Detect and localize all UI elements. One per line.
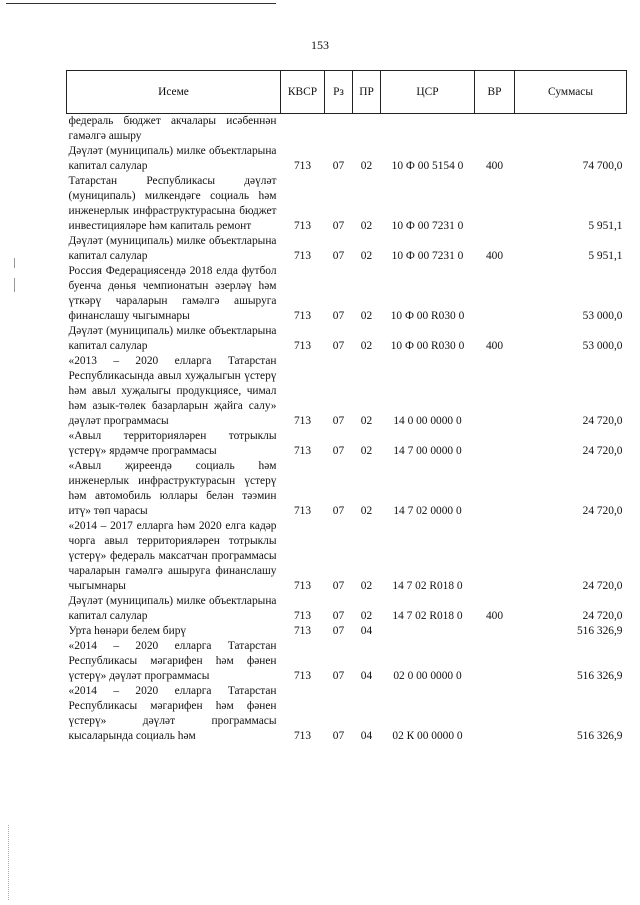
cell-sum: 24 720,0 [582, 580, 623, 592]
budget-table [66, 70, 627, 744]
cell-csr: 14 7 02 R018 0 [392, 610, 463, 622]
table-row [67, 519, 627, 594]
margin-mark [14, 278, 15, 292]
cell-kvsr: 713 [293, 730, 312, 742]
cell-rz: 07 [332, 580, 345, 592]
col-header-pr: ПР [353, 71, 381, 114]
cell-kvsr: 713 [293, 415, 312, 427]
cell-csr: 10 Ф 00 7231 0 [391, 250, 464, 262]
cell-csr: 14 7 02 R018 0 [392, 580, 463, 592]
table-row [67, 459, 627, 519]
cell-pr: 02 [360, 580, 373, 592]
col-header-vr: ВР [475, 71, 515, 114]
cell-name: Дәүләт (муниципаль) милке объектларына капитал салулар [68, 325, 277, 352]
cell-csr: 10 Ф 00 R030 0 [390, 340, 465, 352]
cell-sum: 516 326,9 [576, 670, 623, 682]
table-row [67, 429, 627, 459]
cell-csr: 14 7 00 0000 0 [393, 445, 462, 457]
cell-sum: 516 326,9 [576, 730, 623, 742]
cell-pr: 04 [360, 670, 373, 682]
cell-rz [325, 114, 353, 145]
cell-vr [475, 519, 515, 594]
cell-kvsr: 713 [293, 250, 312, 262]
table-row [67, 234, 627, 264]
cell-kvsr [281, 114, 325, 145]
top-rule [6, 3, 276, 4]
col-header-csr: ЦСР [381, 71, 475, 114]
cell-name: Дәүләт (муниципаль) милке объектларына капитал салулар [68, 595, 277, 622]
table-header-row [67, 71, 627, 114]
cell-vr [475, 639, 515, 684]
cell-rz: 07 [332, 445, 345, 457]
cell-kvsr: 713 [293, 160, 312, 172]
cell-csr: 14 7 02 0000 0 [393, 505, 462, 517]
cell-vr [475, 429, 515, 459]
table-row [67, 354, 627, 429]
cell-name: Татарстан Республикасы дәүләт (муниципаль) милкендәге социаль һәм инженерлык инфраструктурасына бюджет инвестицияләре һәм капиталь ремонт [68, 175, 277, 232]
cell-csr [381, 114, 475, 145]
cell-rz: 07 [332, 340, 345, 352]
table-row [67, 684, 627, 744]
cell-vr [475, 684, 515, 744]
cell-sum [515, 114, 627, 145]
cell-sum: 5 951,1 [588, 220, 623, 232]
cell-kvsr: 713 [293, 445, 312, 457]
table-row [67, 144, 627, 174]
cell-rz: 07 [332, 730, 345, 742]
margin-mark [14, 258, 15, 268]
cell-name: Урта һөнәри белем бирү [68, 625, 187, 637]
cell-sum: 53 000,0 [582, 310, 623, 322]
cell-csr: 10 Ф 00 R030 0 [390, 310, 465, 322]
cell-pr: 02 [360, 160, 373, 172]
cell-vr: 400 [485, 160, 504, 172]
cell-csr: 14 0 00 0000 0 [393, 415, 462, 427]
page-number: 153 [311, 38, 329, 52]
cell-name: «2013 – 2020 елларга Татарстан Республикасында авыл хуҗалыгын үстерү һәм авыл хуҗалыгы продукциясе, чимал һәм азык-төлек базарларын җайга салу» дәүләт программасы [68, 355, 277, 427]
table-row [67, 114, 627, 145]
cell-rz: 07 [332, 505, 345, 517]
cell-sum: 5 951,1 [588, 250, 623, 262]
table-row [67, 594, 627, 624]
cell-csr: 02 0 00 0000 0 [393, 670, 462, 682]
cell-sum: 516 326,9 [576, 625, 623, 637]
cell-vr: 400 [485, 340, 504, 352]
table-row [67, 639, 627, 684]
cell-sum: 24 720,0 [582, 610, 623, 622]
cell-rz: 07 [332, 160, 345, 172]
cell-pr: 02 [360, 610, 373, 622]
table-row [67, 264, 627, 324]
cell-sum: 24 720,0 [582, 505, 623, 517]
cell-rz: 07 [332, 610, 345, 622]
cell-name: «2014 – 2017 елларга һәм 2020 елга кадәр чорга авыл территорияләрен тотрыклы үстерү» федераль максатчан программасы чараларын гамәлгә ашыруга финанслашу чыгымнары [68, 520, 277, 592]
cell-sum: 53 000,0 [582, 340, 623, 352]
cell-kvsr: 713 [293, 580, 312, 592]
cell-vr [475, 459, 515, 519]
cell-vr [475, 264, 515, 324]
cell-rz: 07 [332, 670, 345, 682]
col-header-rz: Рз [325, 71, 353, 114]
cell-kvsr: 713 [293, 310, 312, 322]
cell-rz: 07 [332, 220, 345, 232]
cell-pr: 02 [360, 340, 373, 352]
cell-name: «Авыл җиреендә социаль һәм инженерлык инфраструктурасын үстерү һәм автомобиль юллары белән тәэмин итү» төп чарасы [68, 460, 277, 517]
cell-csr [381, 624, 475, 639]
cell-csr: 02 К 00 0000 0 [392, 730, 463, 742]
cell-name: «2014 – 2020 елларга Татарстан Республикасы мәгарифен һәм фәнен үстерү» дәүләт программасы кысаларында социаль һәм [68, 685, 277, 742]
cell-kvsr: 713 [293, 610, 312, 622]
cell-name: «2014 – 2020 елларга Татарстан Республикасы мәгарифен һәм фәнен үстерү» дәүләт программасы [68, 640, 277, 682]
cell-pr: 02 [360, 310, 373, 322]
cell-kvsr: 713 [293, 505, 312, 517]
cell-vr [475, 174, 515, 234]
cell-vr [475, 114, 515, 145]
cell-kvsr: 713 [293, 340, 312, 352]
cell-pr: 02 [360, 505, 373, 517]
cell-rz: 07 [332, 415, 345, 427]
cell-vr [475, 624, 515, 639]
cell-pr: 04 [360, 625, 373, 637]
col-header-name: Исеме [67, 71, 281, 114]
table-row [67, 624, 627, 639]
cell-name: федераль бюджет акчалары исәбеннән гамәлгә ашыру [68, 115, 277, 142]
cell-pr: 04 [360, 730, 373, 742]
cell-name: Дәүләт (муниципаль) милке объектларына капитал салулар [68, 145, 277, 172]
cell-kvsr: 713 [293, 670, 312, 682]
edge-mark [8, 825, 9, 900]
cell-pr: 02 [360, 250, 373, 262]
cell-csr: 10 Ф 00 7231 0 [391, 220, 464, 232]
cell-pr: 02 [360, 220, 373, 232]
cell-sum: 24 720,0 [582, 415, 623, 427]
cell-vr: 400 [485, 250, 504, 262]
cell-vr: 400 [485, 610, 504, 622]
cell-name: «Авыл территорияләрен тотрыклы үстерү» ярдәмче программасы [68, 430, 277, 457]
cell-name: Дәүләт (муниципаль) милке объектларына капитал салулар [68, 235, 277, 262]
cell-kvsr: 713 [293, 625, 312, 637]
cell-pr: 02 [360, 415, 373, 427]
cell-name: Россия Федерациясендә 2018 елда футбол буенча дөнья чемпионатын әзерләү һәм үткәрү чараларын гамәлгә ашыруга финанслашу чыгымнары [68, 265, 277, 322]
cell-rz: 07 [332, 250, 345, 262]
table-row [67, 324, 627, 354]
table-row [67, 174, 627, 234]
cell-vr [475, 354, 515, 429]
cell-sum: 74 700,0 [582, 160, 623, 172]
cell-kvsr: 713 [293, 220, 312, 232]
cell-sum: 24 720,0 [582, 445, 623, 457]
cell-csr: 10 Ф 00 5154 0 [391, 160, 464, 172]
cell-pr: 02 [360, 445, 373, 457]
cell-rz: 07 [332, 310, 345, 322]
cell-rz: 07 [332, 625, 345, 637]
cell-pr [353, 114, 381, 145]
col-header-sum: Суммасы [515, 71, 627, 114]
col-header-kvsr: КВСР [281, 71, 325, 114]
